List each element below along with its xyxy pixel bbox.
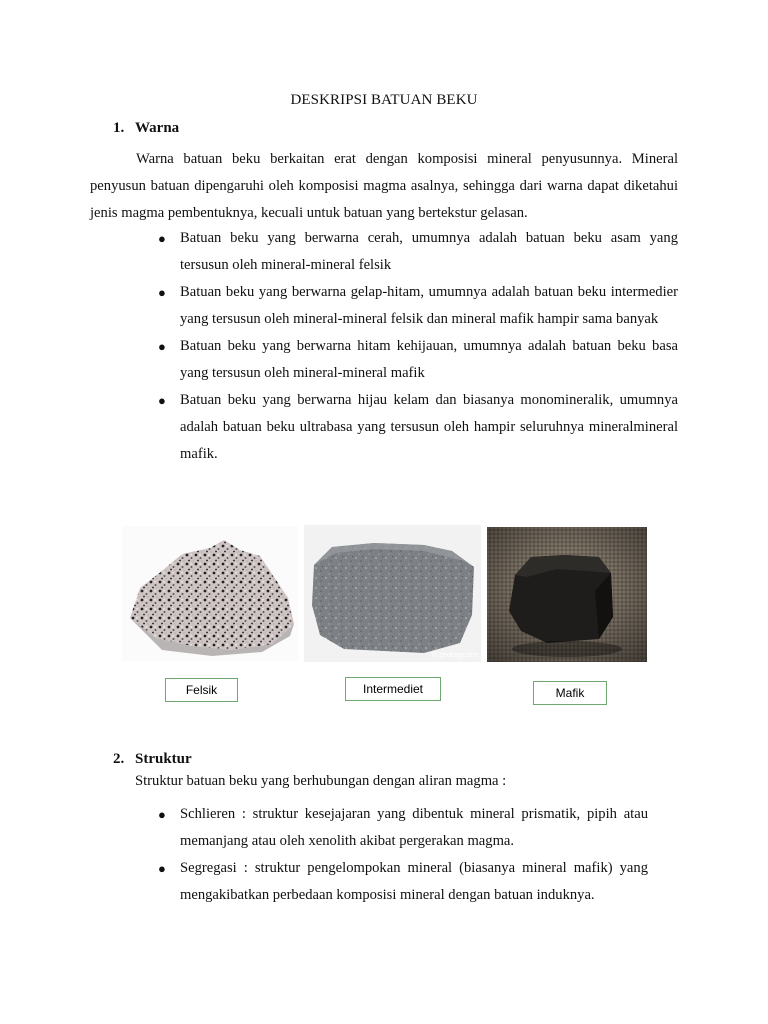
bullet-text: Segregasi : struktur pengelompokan mineral (biasanya mineral mafik) yang mengakibatkan perbedaan komposisi mineral dengan batuan induknya. bbox=[180, 860, 648, 903]
list-item bbox=[158, 387, 678, 468]
section-1-paragraph: Warna batuan beku berkaitan erat dengan komposisi mineral penyusunnya. Mineral penyusun batuan dipengaruhi oleh komposisi magma asalnya, sehingga dari warna dapat diketahui jenis magma pembentuknya, kecuali untuk batuan yang bertekstur gelasan. bbox=[90, 151, 678, 221]
bullet-text: Schlieren : struktur kesejajaran yang dibentuk mineral prismatik, pipih atau memanjang atau oleh xenolith akibat pergerakan magma. bbox=[180, 806, 648, 849]
list-item bbox=[158, 855, 648, 909]
bullet-icon: ● bbox=[158, 393, 166, 408]
bullet-icon: ● bbox=[158, 231, 166, 246]
intermediet-rock-image bbox=[304, 525, 481, 662]
bullet-icon: ● bbox=[158, 861, 166, 876]
bullet-icon: ● bbox=[158, 807, 166, 822]
bullet-icon: ● bbox=[158, 285, 166, 300]
mafik-rock-image bbox=[487, 527, 647, 662]
section-1-heading bbox=[113, 120, 179, 137]
section-1-title: Warna bbox=[135, 120, 180, 136]
felsik-rock-image bbox=[122, 526, 298, 661]
bullet-text: Batuan beku yang berwarna hitam kehijauan, umumnya adalah batuan beku basa yang tersusun oleh mineral-mineral mafik bbox=[180, 338, 678, 381]
list-item bbox=[158, 225, 678, 279]
page-title: DESKRIPSI BATUAN BEKU bbox=[290, 92, 478, 108]
bullet-text: Batuan beku yang berwarna cerah, umumnya adalah batuan beku asam yang tersusun oleh mineral-mineral felsik bbox=[180, 230, 678, 273]
section-2-bullet-list bbox=[158, 801, 648, 909]
list-item bbox=[158, 801, 648, 855]
section-2-heading bbox=[113, 751, 192, 768]
section-2-intro: Struktur batuan beku yang berhubungan dengan aliran magma : bbox=[135, 773, 507, 789]
list-item bbox=[158, 333, 678, 387]
list-item bbox=[158, 279, 678, 333]
section-2-number: 2. bbox=[113, 751, 125, 767]
section-2-title: Struktur bbox=[135, 751, 192, 767]
bullet-text: Batuan beku yang berwarna gelap-hitam, umumnya adalah batuan beku intermedier yang tersusun oleh mineral-mineral felsik dan mineral mafik hampir sama banyak bbox=[180, 284, 678, 327]
intermediet-label: Intermediet bbox=[345, 677, 441, 701]
bullet-icon: ● bbox=[158, 339, 166, 354]
section-1-number: 1. bbox=[113, 120, 125, 136]
mafik-label: Mafik bbox=[533, 681, 607, 705]
bullet-text: Batuan beku yang berwarna hijau kelam dan biasanya monomineralik, umumnya adalah batuan beku ultrabasa yang tersusun oleh hampir seluruhnya mineralmineral mafik. bbox=[180, 392, 678, 462]
watermark-text: © geology.com bbox=[432, 652, 479, 659]
section-1-bullet-list bbox=[158, 225, 678, 468]
felsik-label: Felsik bbox=[165, 678, 238, 702]
